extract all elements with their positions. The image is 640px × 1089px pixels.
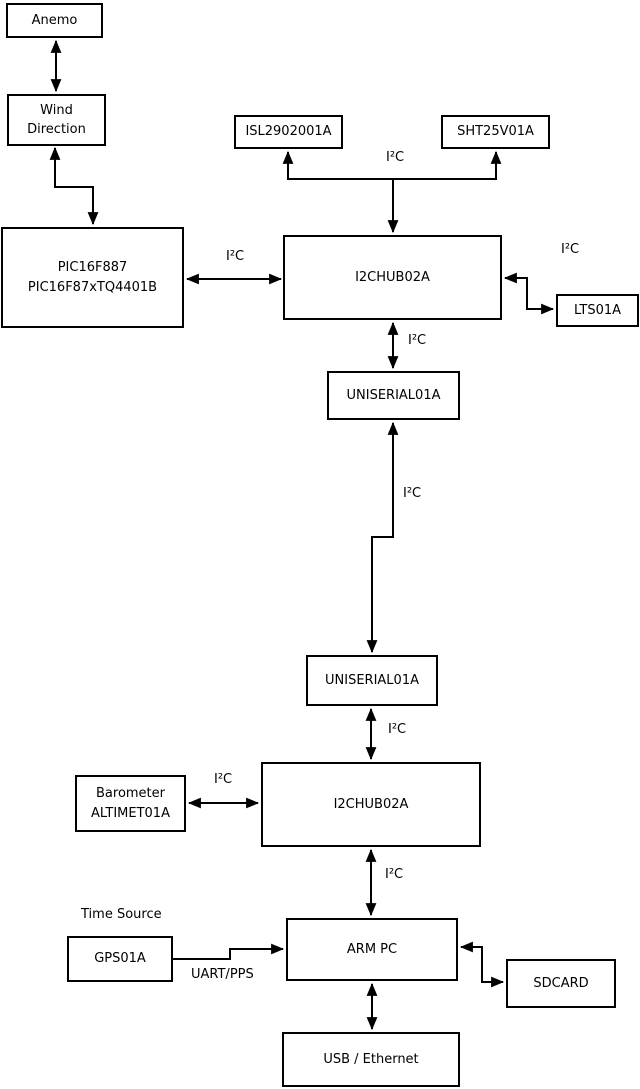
node-isl2902001a <box>234 115 343 149</box>
node-pic16f887 <box>1 227 184 328</box>
edge-label-i2c-uniserial-hub2: I²C <box>388 722 407 737</box>
edge-label-i2c-top-branch: I²C <box>386 150 405 165</box>
edge-label-i2c-hub2-armpc: I²C <box>385 867 404 882</box>
node-arm-pc <box>286 918 458 981</box>
node-barometer-altimet01a <box>75 775 186 832</box>
edge-label-i2c-lts: I²C <box>561 242 580 257</box>
node-usb-ethernet-label: USB / Ethernet <box>323 1051 419 1067</box>
node-gps01a <box>67 936 173 982</box>
node-uniserial01a-top-label: UNISERIAL01A <box>346 387 441 403</box>
node-usb-ethernet <box>282 1032 460 1087</box>
edge-label-i2c-hub-uniserial: I²C <box>408 333 427 348</box>
node-sdcard <box>506 959 616 1008</box>
node-sht25v01a <box>441 115 550 149</box>
connector-armpc-sdcard <box>461 947 503 982</box>
node-wind-direction <box>7 94 106 146</box>
node-uniserial01a-bottom <box>306 655 438 706</box>
connector-i2chubtop-lts <box>505 278 553 309</box>
connector-uniserialtop-uniserialbottom <box>372 423 393 652</box>
connector-winddirection-pic <box>55 148 93 224</box>
node-barometer-label-line2: ALTIMET01A <box>91 805 170 821</box>
node-lts01a-label: LTS01A <box>573 302 622 318</box>
node-uniserial01a-bottom-label: UNISERIAL01A <box>325 672 419 688</box>
node-sht25v01a-label: SHT25V01A <box>457 124 534 140</box>
node-pic16f887-label-line1: PIC16F887 <box>57 260 128 275</box>
edge-label-uart-pps: UART/PPS <box>191 967 254 982</box>
edge-label-i2c-barometer: I²C <box>214 772 233 787</box>
node-i2chub02a-top-label: I2CHUB02A <box>355 269 430 285</box>
node-i2chub02a-bottom <box>261 762 481 847</box>
node-lts01a <box>556 294 639 327</box>
node-arm-pc-label: ARM PC <box>346 941 398 957</box>
edge-label-i2c-pic-hub: I²C <box>226 249 245 264</box>
label-time-source: Time Source <box>81 907 162 922</box>
node-anemo <box>6 3 103 38</box>
node-sdcard-label: SDCARD <box>533 975 589 991</box>
connector-gps-armpc <box>173 949 283 959</box>
edge-label-i2c-uniserial-link: I²C <box>403 486 422 501</box>
node-wind-direction-label-line2: Direction <box>27 122 86 137</box>
node-wind-direction-label-line1: Wind <box>40 102 73 118</box>
node-barometer-label-line1: Barometer <box>96 786 165 801</box>
node-pic16f887-label-line2: PIC16F87xTQ4401B <box>27 279 158 295</box>
node-i2chub02a-top <box>283 235 502 320</box>
node-anemo-label: Anemo <box>31 12 78 28</box>
node-i2chub02a-bottom-label: I2CHUB02A <box>333 796 409 812</box>
node-uniserial01a-top <box>327 371 460 420</box>
node-gps01a-label: GPS01A <box>94 951 146 967</box>
node-isl2902001a-label: ISL2902001A <box>245 124 332 140</box>
